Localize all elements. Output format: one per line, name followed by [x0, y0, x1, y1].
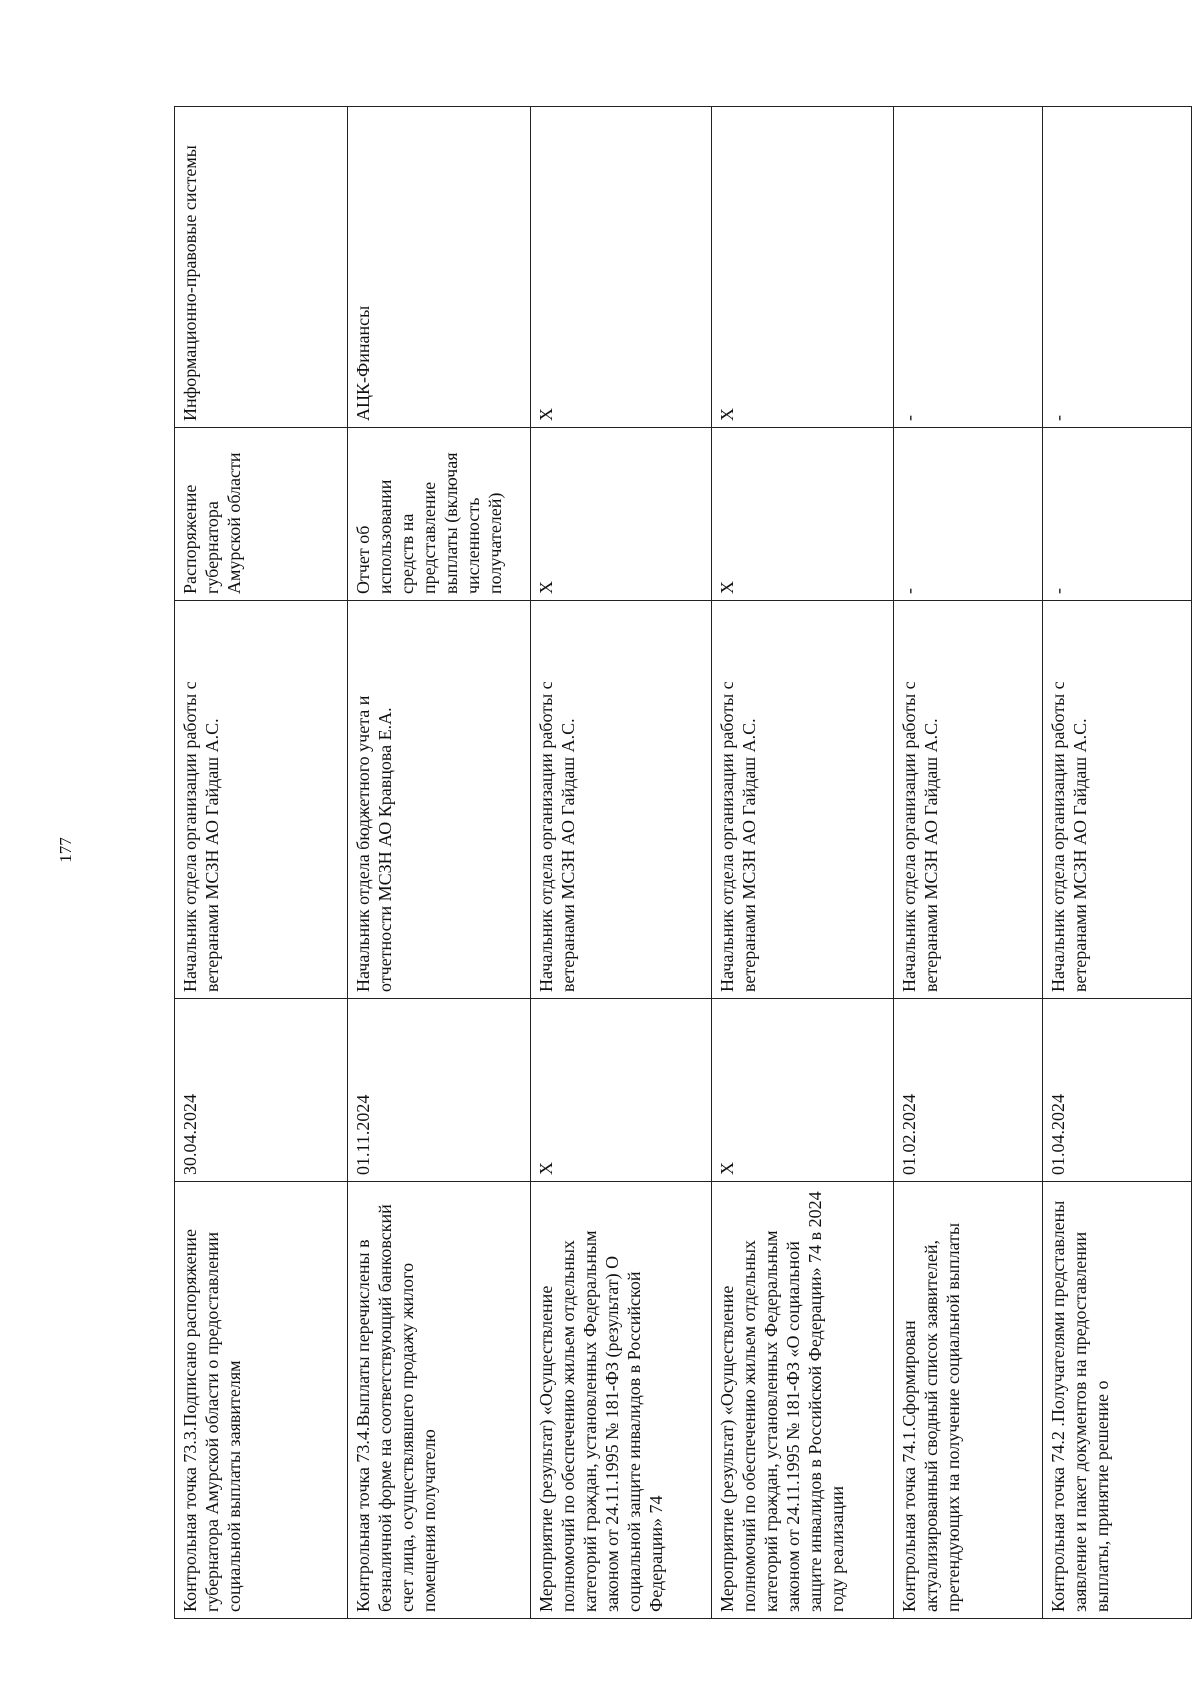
table-row: [175, 107, 348, 1619]
cell-description: Контрольная точка 74.2 .Получателями представлены заявление и пакет документов на предоставлении выплаты, принятие решение о: [1043, 1182, 1192, 1619]
cell-deadline: Х: [712, 999, 894, 1182]
cell-document: Х: [712, 428, 894, 601]
page-number: 177: [56, 837, 75, 863]
cell-responsible: Начальник отдела организации работы с ветеранами МСЗН АО Гайдаш А.С.: [175, 601, 348, 999]
cell-document: Отчет об использовании средств на представление выплаты (включая численность получателей): [347, 428, 530, 601]
table-row: [530, 107, 712, 1619]
cell-responsible: Начальник отдела бюджетного учета и отчетности МСЗН АО Кравцова Е.А.: [347, 601, 530, 999]
cell-document: Распоряжение губернатора Амурской области: [175, 428, 348, 601]
cell-system: АЦК-Финансы: [347, 107, 530, 428]
cell-description: Мероприятие (результат) «Осуществление полномочий по обеспечению жильем отдельных категорий граждан, установленных Федеральным законом от 24.11.1995 № 181-ФЗ (результат) О социальной защите инвалидов в Российской Федерации» 74: [530, 1182, 712, 1619]
cell-description: Контрольная точка 73.3.Подписано распоряжение губернатора Амурской области о предоставлении социальной выплаты заявителям: [175, 1182, 348, 1619]
cell-responsible: Начальник отдела организации работы с ветеранами МСЗН АО Гайдаш А.С.: [894, 601, 1043, 999]
cell-document: -: [1043, 428, 1192, 601]
table-row: [1043, 107, 1192, 1619]
cell-system: -: [1043, 107, 1192, 428]
cell-description: Мероприятие (результат) «Осуществление полномочий по обеспечению жильем отдельных категорий граждан, установленных Федеральным законом от 24.11.1995 № 181-ФЗ «О социальной защите инвалидов в Российской Федерации» 74 в 2024 году реализации: [712, 1182, 894, 1619]
cell-deadline: 30.04.2024: [175, 999, 348, 1182]
cell-responsible: Начальник отдела организации работы с ветеранами МСЗН АО Гайдаш А.С.: [1043, 601, 1192, 999]
document-sheet: [174, 107, 1192, 1619]
cell-deadline: 01.04.2024: [1043, 999, 1192, 1182]
table-row: [894, 107, 1043, 1619]
table-wrapper: [174, 107, 1192, 1619]
cell-system: Х: [712, 107, 894, 428]
cell-deadline: 01.02.2024: [894, 999, 1043, 1182]
cell-responsible: Начальник отдела организации работы с ветеранами МСЗН АО Гайдаш А.С.: [530, 601, 712, 999]
cell-description: Контрольная точка 74.1.Сформирован актуализированный сводный список заявителей, претендующих на получение социальной выплаты: [894, 1182, 1043, 1619]
cell-system: Информационно-правовые системы: [175, 107, 348, 428]
cell-system: Х: [530, 107, 712, 428]
cell-system: -: [894, 107, 1043, 428]
cell-deadline: Х: [530, 999, 712, 1182]
cell-document: Х: [530, 428, 712, 601]
table-row: [347, 107, 530, 1619]
cell-responsible: Начальник отдела организации работы с ветеранами МСЗН АО Гайдаш А.С.: [712, 601, 894, 999]
control-points-table: [174, 106, 1192, 1619]
table-row: [712, 107, 894, 1619]
cell-description: Контрольная точка 73.4.Выплаты перечислены в безналичной форме на соответствующий банковский счет лица, осуществлявшего продажу жилого помещения получателю: [347, 1182, 530, 1619]
cell-deadline: 01.11.2024: [347, 999, 530, 1182]
cell-document: -: [894, 428, 1043, 601]
